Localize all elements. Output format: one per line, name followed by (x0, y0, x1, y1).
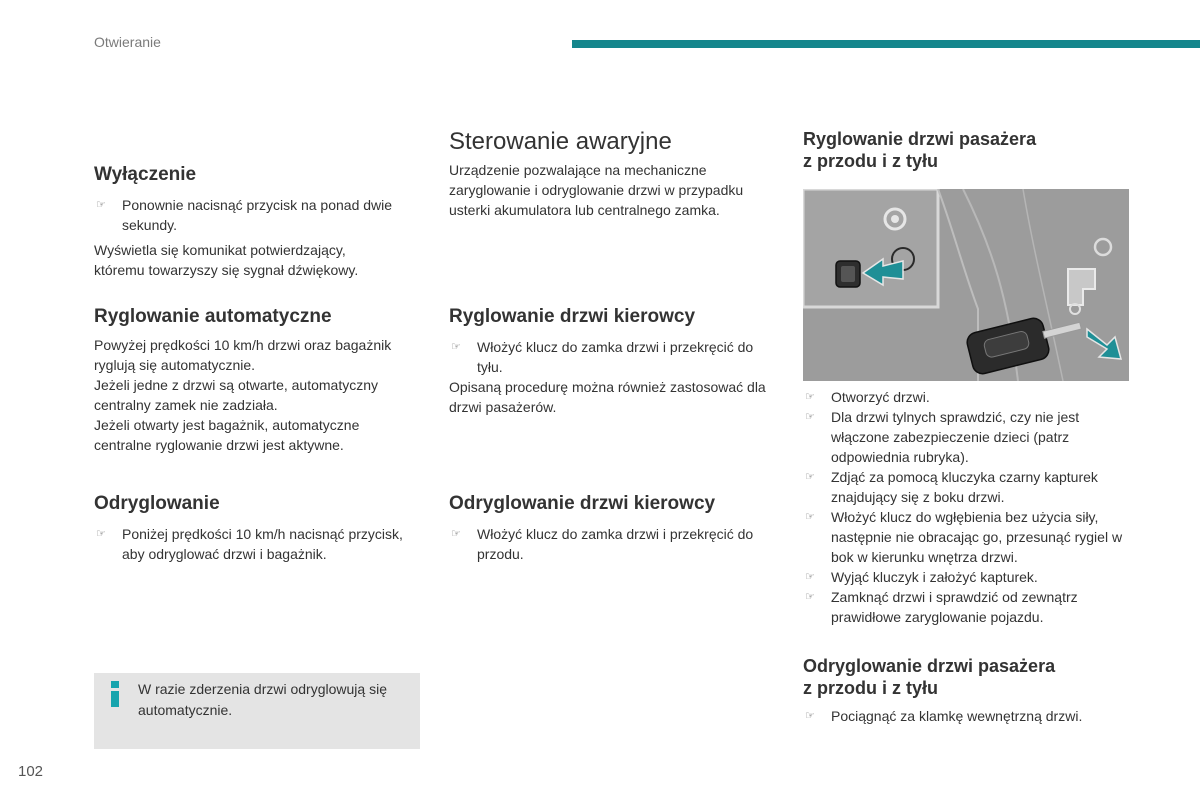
list-item: ☞ Ponownie nacisnąć przycisk na ponad dwie sekundy. (96, 197, 393, 233)
odryglowanie-list (94, 524, 420, 564)
paragraph: Powyżej prędkości 10 km/h drzwi oraz bagażnik ryglują się automatycznie. (94, 337, 392, 373)
list-item: ☞ Zdjąć za pomocą kluczyka czarny kapturek znajdujący się z boku drzwi. (805, 469, 1098, 505)
heading-ryglowanie-automatyczne: Ryglowanie automatyczne (94, 306, 332, 327)
odryglowanie-kierowcy-list (449, 524, 771, 564)
hand-pointer-icon: ☞ (805, 591, 815, 603)
hand-pointer-icon: ☞ (805, 471, 815, 483)
hand-pointer-icon: ☞ (96, 528, 106, 540)
hand-pointer-icon: ☞ (451, 341, 461, 353)
header-accent-bar (572, 40, 1200, 48)
paragraph: Wyświetla się komunikat potwierdzający, któremu towarzyszy się sygnał dźwiękowy. (94, 242, 359, 278)
list-item: ☞ Włożyć klucz do wgłębienia bez użycia siły, następnie nie obracając go, przesunąć rygiel w bok w kierunku wnętrza drzwi. (805, 509, 1123, 565)
list-item: ☞ Włożyć klucz do zamka drzwi i przekręcić do przodu. (451, 526, 754, 562)
heading-odryglowanie: Odryglowanie (94, 493, 220, 514)
paragraph: Jeżeli jedne z drzwi są otwarte, automatyczny centralny zamek nie zadziała. (94, 377, 379, 413)
hand-pointer-icon: ☞ (805, 411, 815, 423)
ryglowanie-pasazera-list (803, 387, 1133, 627)
paragraph: Opisaną procedurę można również zastosować dla drzwi pasażerów. (449, 379, 766, 415)
section-ryglowanie-pasazera-heading (803, 128, 1133, 172)
info-text: W razie zderzenia drzwi odryglowują się automatycznie. (138, 681, 387, 718)
hand-pointer-icon: ☞ (805, 391, 815, 403)
hand-pointer-icon: ☞ (451, 528, 461, 540)
heading-odryglowanie-kierowcy: Odryglowanie drzwi kierowcy (449, 493, 716, 514)
list-item: ☞ Wyjąć kluczyk i założyć kapturek. (805, 569, 1038, 585)
wylaczenie-list (94, 195, 394, 235)
door-lock-illustration (803, 189, 1129, 381)
paragraph: Urządzenie pozwalające na mechaniczne zaryglowanie i odryglowanie drzwi w przypadku usterki akumulatora lub centralnego zamka. (449, 162, 744, 218)
section-odryglowanie-pasazera (803, 655, 1133, 726)
door-lock-illustration-svg (803, 189, 1129, 381)
list-item: ☞ Poniżej prędkości 10 km/h nacisnąć przycisk, aby odryglować drzwi i bagażnik. (96, 526, 403, 562)
section-ryglowanie-pasazera (803, 387, 1133, 627)
info-icon (108, 681, 122, 707)
hand-pointer-icon: ☞ (805, 571, 815, 583)
odryglowanie-pasazera-list (803, 706, 1133, 726)
list-item: ☞ Zamknąć drzwi i sprawdzić od zewnątrz prawidłowe zaryglowanie pojazdu. (805, 589, 1078, 625)
section-odryglowanie (94, 493, 424, 564)
section-label: Otwieranie (94, 34, 161, 50)
list-item: ☞ Pociągnąć za klamkę wewnętrzną drzwi. (805, 708, 1083, 724)
section-ryglowanie-kierowcy (449, 306, 779, 417)
page-number: 102 (18, 763, 44, 780)
section-wylaczenie (94, 164, 424, 280)
section-odryglowanie-kierowcy (449, 493, 779, 564)
list-item: ☞ Otworzyć drzwi. (805, 389, 930, 405)
hand-pointer-icon: ☞ (96, 199, 106, 211)
hand-pointer-icon: ☞ (805, 511, 815, 523)
heading-wylaczenie: Wyłączenie (94, 164, 197, 185)
info-box (94, 673, 420, 749)
paragraph: Jeżeli otwarty jest bagażnik, automatyczne centralne ryglowanie drzwi jest aktywne. (94, 417, 360, 453)
section-ryglowanie-automatyczne (94, 306, 424, 455)
list-item: ☞ Włożyć klucz do zamka drzwi i przekręcić do tyłu. (451, 339, 754, 375)
heading-ryglowanie-kierowcy: Ryglowanie drzwi kierowcy (449, 306, 696, 327)
heading-ryglowanie-pasazera: Ryglowanie drzwi pasażera z przodu i z tyłu (803, 129, 1037, 171)
heading-odryglowanie-pasazera: Odryglowanie drzwi pasażera z przodu i z tyłu (803, 656, 1056, 698)
ryglowanie-kierowcy-list (449, 337, 771, 377)
section-sterowanie-awaryjne (449, 128, 779, 220)
heading-sterowanie-awaryjne: Sterowanie awaryjne (449, 128, 672, 155)
hand-pointer-icon: ☞ (805, 710, 815, 722)
list-item: ☞ Dla drzwi tylnych sprawdzić, czy nie jest włączone zabezpieczenie dzieci (patrz odpowiednia rubryka). (805, 409, 1080, 465)
